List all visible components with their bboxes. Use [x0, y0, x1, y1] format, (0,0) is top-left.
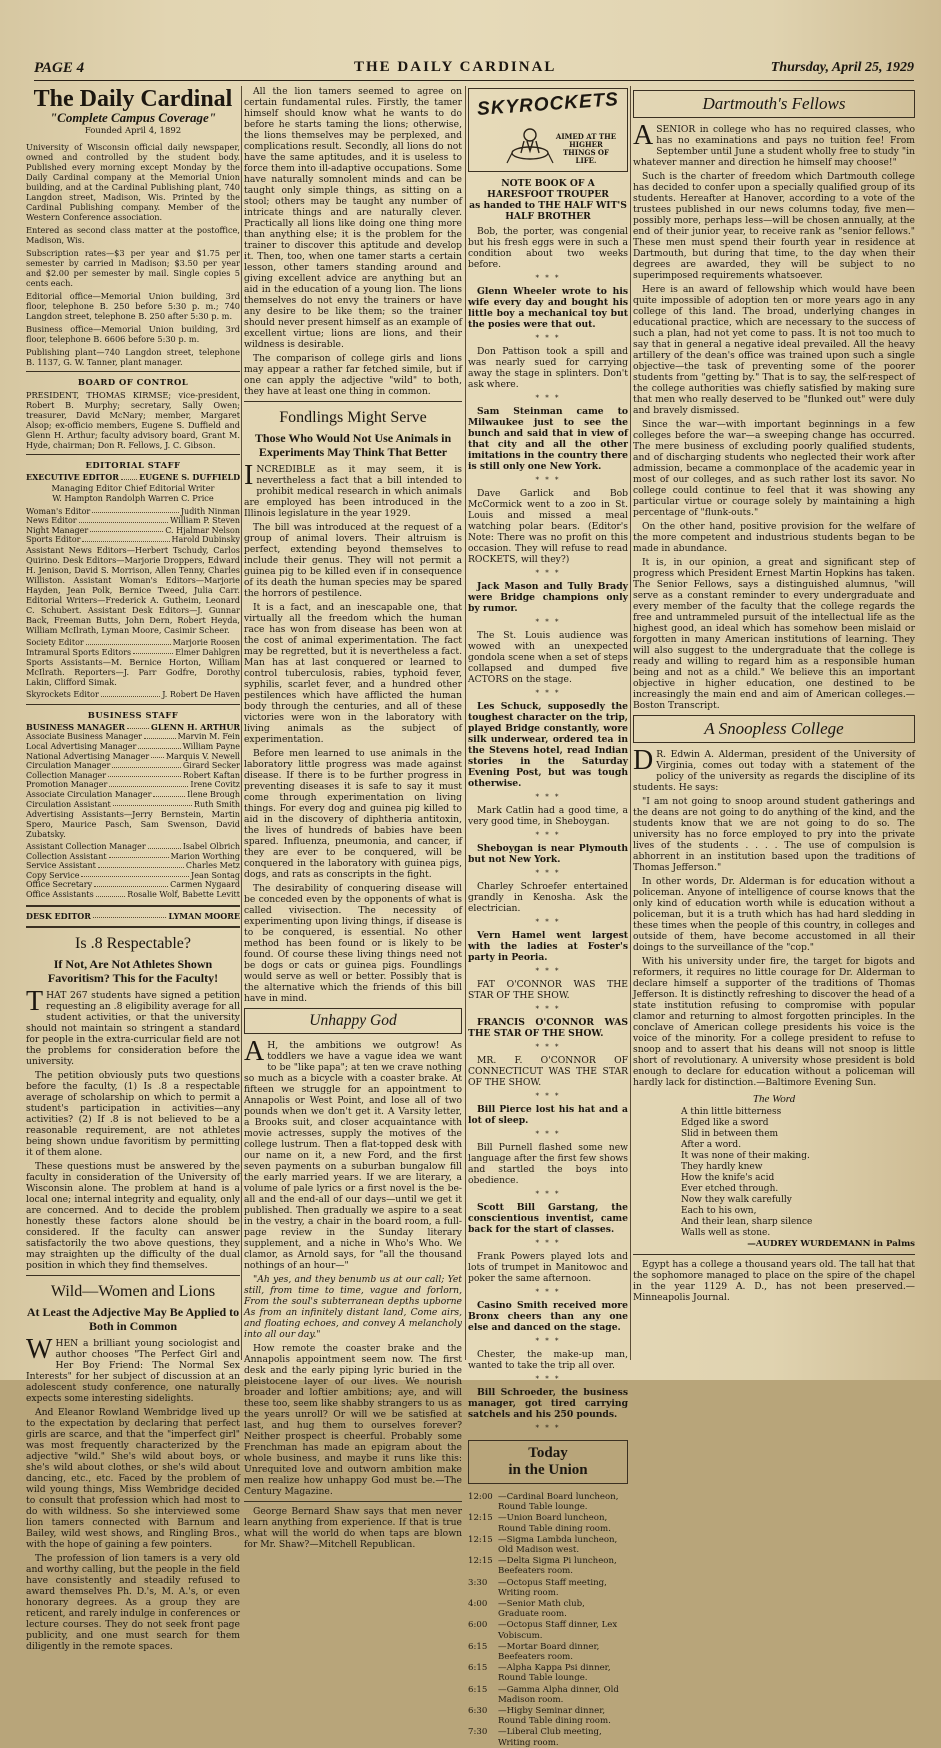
editorial-paragraph: "I am not going to snoop around student gatherings and the deans are not going to do anything of the kind, and the students know that we are not going to do so. The university has no force employed to pry into the private lives of the students . . . . The use of compulsion is abhorrent in an institution based upon the traditions of Thomas Jefferson."	[633, 796, 915, 873]
staff-row: BUSINESS MANAGER GLENN H. ARTHUR	[26, 721, 240, 732]
schedule-event: —Alpha Kappa Psi dinner, Round Table lounge.	[498, 1663, 611, 1684]
star-separator: * * *	[535, 1375, 561, 1383]
editorial-box-headline: A Snoopless College	[633, 715, 915, 743]
editorial-deck: At Least the Adjective May Be Applied to Both in Common	[26, 1305, 240, 1334]
sports-assistants: Sports Assistants—M. Bernice Horton, William McIlrath. Reporters—J. Parr Godfre, Dorothy Lakin, Clifford Simak.	[26, 657, 240, 688]
masthead-title: The Daily Cardinal	[33, 86, 233, 112]
staff-row: Night Manager C. Hjalmar Nelson	[26, 525, 240, 535]
schedule-event: —Gamma Alpha dinner, Old Madison room.	[498, 1684, 619, 1705]
staff-row: Promotion Manager Irene Covitz	[26, 780, 240, 790]
issue-date: Thursday, April 25, 1929	[770, 60, 914, 75]
divider	[26, 371, 240, 372]
editorial-paragraph: The bill was introduced at the request of a group of animal lovers. Their altruism is perfect, extending beyond themselves to include their genus. They will not permit a guinea pig to be killed even if in consequence of its death the human species may be spared the horrors of pestilence.	[244, 522, 462, 599]
poem-line: A thin little bitterness	[681, 1107, 782, 1117]
editorial-deck: Those Who Would Not Use Animals in Experiments May Think That Better	[254, 431, 452, 459]
skyrockets-item: Glenn Wheeler wrote to his wife every day and bought his little boy a mechanical toy but the posies were that out.	[468, 286, 628, 330]
editorial-paragraph: WHEN a brilliant young sociologist and author chooses "The Perfect Girl and Her Boy Friend: The Normal Sex Interests" for her subject of discussion at an adolescent study conference, one naturally expects some interesting sidelights.	[26, 1334, 240, 1405]
star-separator: * * *	[535, 831, 561, 839]
editorial-paragraph: Since the war—with important beginnings in a few colleges before the war—a sweeping change has occurred. The mere business of excluding poorly qualified students, and of discharging students who neglected their work after admission, became a commonplace of the academic year in most of our colleges, and as such rather lost its savor. No college could continue to feel that it was showing any particular virtue or courage solely by maintaining a high percentage of "flunk-outs."	[633, 419, 915, 518]
schedule-item	[468, 1620, 628, 1640]
schedule-item	[468, 1706, 628, 1726]
schedule-time: 6:15	[468, 1641, 488, 1652]
editorial-paragraph: The profession of lion tamers is a very old and worthy calling, but the people in the field have consistently and steadily refused to award themselves Ph. D.'s, M. A.'s, or even honorary degrees. As a group they are reticent, and rarely indulge in conferences or lecture courses. They do not seek front page publicity, and one must search for them diligently in the remote spaces.	[26, 1553, 240, 1653]
skyrockets-item: Frank Powers played lots and lots of trumpet in Manitowoc and poker the same afternoon.	[468, 1251, 628, 1284]
divider	[26, 704, 240, 705]
business-staff-heading: BUSINESS STAFF	[87, 709, 179, 720]
staff-row: Service Assistant Charles Metz	[26, 861, 240, 871]
skyrockets-item: Scott Bill Garstang, the conscientious inventist, came back for the start of classes.	[468, 1202, 628, 1235]
skyrockets-logo	[468, 88, 628, 172]
today-subtitle: in the Union	[508, 1462, 588, 1478]
managing-names: W. Hampton Randolph Warren C. Price	[52, 492, 214, 503]
skyrockets-item: Casino Smith received more Bronx cheers than any one else and danced on the stage.	[468, 1300, 628, 1333]
poem-line: Edged like a sword	[681, 1118, 769, 1128]
editorial-paragraph: Before men learned to use animals in the laboratory little progress was made against disease. If there is to be further progress in preventing diseases it is safe to say it must come through experimentation on living things. For every dog and guinea pig killed to aid in the discovery of diphtheria antitoxin, the lives of hundreds of babies have been spared. Influenza, pneumonia, and cancer, if they are ever to be conquered, will be conquered in the laboratory with guinea pigs, dogs, and rats as conscripts in the fight.	[244, 748, 462, 880]
poem-line: After a word.	[681, 1140, 742, 1150]
today-title: Today	[528, 1445, 568, 1461]
staff-row: Woman's Editor Judith Ninman	[26, 506, 240, 516]
skyrockets-item: Sheboygan is near Plymouth but not New York.	[468, 843, 628, 865]
poem-title: The Word	[752, 1093, 796, 1105]
advertising-assistants: Advertising Assistants—Jerry Bernstein, Martin Spero, Maurice Pasch, Sam Swenson, David Zubatsky.	[26, 809, 240, 840]
divider	[244, 1501, 462, 1502]
skyrockets-item: FAT O'CONNOR WAS THE STAR OF THE SHOW.	[468, 979, 628, 1001]
skyrockets-item: Jack Mason and Tully Brady were Bridge champions only by rumor.	[468, 581, 628, 614]
column-2	[244, 86, 462, 1550]
staff-row: Assistant Collection Manager Isabel Olbrich	[26, 842, 240, 852]
skyrockets-item: Charley Schroefer entertained grandly in Kenosha. Ask the electrician.	[468, 881, 628, 914]
poem-line: It was none of their making.	[681, 1151, 810, 1161]
schedule-event: —Cardinal Board luncheon, Round Table lounge.	[498, 1492, 619, 1513]
schedule-item	[468, 1492, 628, 1512]
star-separator: * * *	[535, 1130, 561, 1138]
editorial-paragraph: INCREDIBLE as it may seem, it is nevertheless a fact that a bill intended to prohibit medical research in which animals are employed has been introduced in the Illinois legislature in the year 1929.	[244, 460, 462, 519]
schedule-item	[468, 1556, 628, 1576]
masthead-subtitle: "Complete Campus Coverage"	[49, 110, 217, 125]
schedule-event: —Delta Sigma Pi luncheon, Beefeaters room.	[498, 1556, 617, 1577]
skyrockets-title: SKYROCKETS	[476, 89, 620, 120]
star-separator: * * *	[535, 476, 561, 484]
staff-row: Office Assistants Rosalie Wolf, Babette Levitt	[26, 890, 240, 900]
poem-line: They hardly knew	[681, 1162, 763, 1172]
skyrockets-item: The St. Louis audience was wowed with an unexpected gondola scene when a set of steps collapsed and dumped five ACTORS on the stage.	[468, 630, 628, 685]
editorial-paragraph: In other words, Dr. Alderman is for education without a policeman. Anyone of intelligence of course knows that the only kind of education worth while is education without a policeman, but it is a truth which has had hard sledding in these times when the people of this country, in colleges and outside of them, have become accustomed in all their doings to the surveillance of the "cop."	[633, 876, 915, 953]
star-separator: * * *	[535, 1190, 561, 1198]
skyrockets-item: Dave Garlick and Bob McCormick went to a zoo in St. Louis and missed a meal watching polar bears. (Editor's Note: There was no profit on this occasion. They will refuse to read ROCKETS, will they?)	[468, 488, 628, 565]
divider	[26, 1275, 240, 1276]
star-separator: * * *	[535, 1005, 561, 1013]
poem-line: Each to his own,	[681, 1206, 757, 1216]
schedule-time: 12:15	[468, 1556, 493, 1567]
staff-row: Circulation Manager Girard Secker	[26, 761, 240, 771]
staff-row: Associate Business Manager Marvin M. Fein	[26, 732, 240, 742]
staff-row: Collection Manager Robert Kaftan	[26, 770, 240, 780]
rocket-rider-illustration	[505, 123, 555, 167]
editorial-paragraph: George Bernard Shaw says that men never learn anything from experience. If that is true what will the world do when taps are blown for Mr. Shaw?—Mitchell Republican.	[244, 1506, 462, 1550]
editorial-paragraph: ASENIOR in college who has no required classes, who has no examinations and pays no tuition fee! From September until June a student wholly free to study "in whatever manner and direction he himself may choose!"	[633, 120, 915, 168]
star-separator: * * *	[535, 274, 561, 282]
editorial-staff-heading: EDITORIAL STAFF	[85, 460, 181, 470]
publishing-plant: Publishing plant—740 Langdon street, telephone B. 1137, G. W. Tanner, plant manager.	[26, 347, 240, 367]
managing-line: Managing Editor Chief Editorial Writer	[51, 482, 215, 493]
column-3	[468, 86, 628, 1748]
skyrockets-item: Mark Catlin had a good time, a very good time, in Sheboygan.	[468, 805, 628, 827]
page-header	[34, 58, 914, 81]
poem-line: And their lean, sharp silence	[681, 1217, 813, 1227]
schedule-item	[468, 1578, 628, 1598]
union-schedule	[468, 1492, 628, 1748]
schedule-event: —Sigma Lambda luncheon, Old Madison west.	[498, 1534, 618, 1556]
schedule-item	[468, 1685, 628, 1705]
skyrockets-item: Les Schuck, supposedly the toughest character on the trip, played Bridge constantly, wore silk underwear, ordered tea in the Stevens hotel, read Indian stories in the Saturday Evening Post, but was tough otherwise.	[468, 701, 628, 789]
column-rule	[630, 86, 631, 1360]
divider	[26, 905, 240, 907]
schedule-event: —Octopus Staff meeting, Writing room.	[498, 1577, 607, 1598]
editorial-office: Editorial office—Memorial Union building, 3rd floor, telephone B. 250 before 5:30 p. m.; 740 Langdon street, telephone B. 250 after 5:30 p. m.	[26, 291, 240, 321]
board-heading: BOARD OF CONTROL	[77, 377, 189, 387]
quoted-verse: "Ah yes, and they benumb us at our call; Yet still, from time to time, vague and forlorn, From the soul's subterranean depths upborne As from an infinitely distant land, Come airs, and floating echoes, and convey A melancholy into all our day."	[244, 1274, 462, 1340]
editorial-box-headline: Dartmouth's Fellows	[633, 90, 915, 118]
editorial-paragraph: And Eleanor Rowland Wembridge lived up to the expectation by declaring that perfect girls are scarce, and that the "imperfect girl" was most frequently characterized by the adjective "wild." She's wild about boys, or she's wild about clothes, or she's wild about dancing, etc., etc. Faced by the problem of wild young things, Miss Wembridge decided to consult that profession which had most to do with wildness. So she interviewed some lion tamers connected with Barnum and Bailey, wild west shows, and Ringling Bros., with the hope of gaining a few pointers.	[26, 1407, 240, 1551]
schedule-time: 6:15	[468, 1663, 488, 1674]
editorial-paragraph: Here is an award of fellowship which would have been quite impossible of adoption ten or more years ago in any college of this land. The broad, underlying changes in educational practice, which are necessary to the success of such a plan, had not yet come to pass. It is not too much to say that in general a negative ideal prevailed. All the heavy artillery of the dean's office was trained upon such a single objective—the task of preventing some of the poorer students from "getting by." That is to say, the self-respect of the college authorities was chiefly satisfied by making sure that men who really deserved to be "flunked out" were duly and bravely dismissed.	[633, 284, 915, 416]
staff-row: Local Advertising Manager William Payne	[26, 741, 240, 751]
editorial-headline: Fondlings Might Serve	[279, 409, 427, 426]
schedule-item	[468, 1663, 628, 1683]
skyrockets-item: Chester, the make-up man, wanted to take the trip all over.	[468, 1349, 628, 1371]
staff-row: Intramural Sports Editors Elmer Dahlgren	[26, 647, 240, 657]
editorial-headline: Wild—Women and Lions	[50, 1283, 216, 1301]
poem-author: —AUDREY WURDEMANN in Palms	[747, 1239, 915, 1249]
poem-line: How the knife's acid	[681, 1173, 775, 1183]
skyrockets-item: Bill Pierce lost his hat and a lot of sleep.	[468, 1104, 628, 1126]
star-separator: * * *	[535, 1337, 561, 1345]
staff-row: Society Editor Marjorie Roosen	[26, 637, 240, 647]
skyrockets-item: Bob, the porter, was congenial but his fresh eggs were in such a condition about two weeks before.	[468, 226, 628, 270]
schedule-time: 6:15	[468, 1684, 488, 1695]
schedule-item	[468, 1513, 628, 1533]
editorial-paragraph: A H, the ambitions we outgrow! As toddlers we have a vague idea we want to be "like papa"; at ten we crave nothing so much as a bicycle with a coaster brake. At fifteen we struggle for an appointment to Annapolis or West Point, and lose all of two pounds when we don't get it. A Varsity letter, a Brooks suit, and closer acquaintance with movie actresses, supply the motives of the college lustrum. Then a flat-topped desk with our name on it, a new Ford, and the first seven payments on a suburban bungalow fill the early married years. If we are literary, a volume of pale lyrics or a first novel is the be-all and the end-all of our days—until we get it published. Then gradually we aspire to a seat in the vestry, a chair in the board room, a full-page review in the Sunday literary supplement, and a niche in Who's Who. We clamor, as Arnold says, for "all the thousand nothings of an hour—"	[244, 1036, 462, 1271]
star-separator: * * *	[535, 569, 561, 577]
business-office: Business office—Memorial Union building, 3rd floor, telephone B. 6606 before 5:30 p. m.	[26, 324, 240, 344]
staff-row: Collection Assistant Marion Worthing	[26, 851, 240, 861]
schedule-time: 6:30	[468, 1706, 488, 1717]
skyrockets-item: Vern Hamel went largest with the ladies at Foster's party in Peoria.	[468, 930, 628, 963]
staff-row: Skyrockets Editor J. Robert De Haven	[26, 690, 240, 700]
column-1	[26, 86, 240, 1653]
editorial-paragraph: With his university under fire, the target for bigots and reformers, it requires no little courage for Dr. Alderman to declare himself a supporter of the traditions of Thomas Jefferson. It is distinctly refreshing to discover the head of a state institution refusing to compromise with popular clamor and returning to almost forgotten principles. In the conclave of American college presidents his voice is the voice of the minority. For a college president to refuse to snoop and to assert that his deans will not snoop is little short of revolutionary. A university whose president is bold enough to declare for education without a policeman will hardly lack for distinction.—Baltimore Evening Sun.	[633, 956, 915, 1088]
schedule-event: —Higby Seminar dinner, Round Table dining room.	[498, 1706, 611, 1727]
page-number: PAGE 4	[34, 60, 85, 76]
skyrockets-items	[468, 226, 628, 1434]
skyrockets-item: Bill Schroeder, the business manager, got tired carrying satchels and his 250 pounds.	[468, 1387, 628, 1420]
column-rule	[241, 86, 242, 1360]
schedule-time: 4:00	[468, 1599, 488, 1610]
divider	[633, 1254, 915, 1255]
editorial-deck: If Not, Are Not Athletes Shown Favoritism? This for the Faculty!	[47, 957, 219, 986]
editorial-paragraph: These questions must be answered by the faculty in consideration of the University of Wisconsin alone. The problem at hand is a local one; internal integrity and equality, only are concerned. And to decide the problem honestly these factors alone should be considered. If the faculty can answer satisfactorily the two above questions, they may straighten up the difficulty of the dual position in which they find themselves.	[26, 1161, 240, 1272]
drop-cap: A	[244, 1036, 265, 1067]
editorial-paragraph: D R. Edwin A. Alderman, president of the University of Virginia, comes out today with a statement of the policy of the university as regards the discipline of its students. He says:	[633, 745, 915, 793]
paper-name: THE DAILY CARDINAL	[354, 59, 557, 75]
schedule-item	[468, 1642, 628, 1662]
star-separator: * * *	[535, 918, 561, 926]
subscription-rates: Subscription rates—$3 per year and $1.75 per semester by carried in Madison; $3.50 per year and $2.00 per semester by mail. Single copies 5 cents each.	[26, 248, 240, 288]
schedule-event: —Union Board luncheon, Round Table dining room.	[498, 1513, 611, 1534]
editorial-paragraph: On the other hand, positive provision for the welfare of the more competent and industrious students began to be made in abundance.	[633, 521, 915, 554]
today-in-union-box	[468, 1440, 628, 1484]
schedule-time: 6:00	[468, 1620, 488, 1631]
staff-row: Circulation Assistant Ruth Smith	[26, 799, 240, 809]
founded-line: Founded April 4, 1892	[84, 126, 182, 136]
star-separator: * * *	[535, 618, 561, 626]
poem-line: Slid in between them	[681, 1129, 779, 1139]
skyrockets-tagline: AIMED AT THE HIGHER THINGS OF LIFE.	[555, 132, 617, 165]
star-separator: * * *	[535, 967, 561, 975]
schedule-event: —Octopus Staff dinner, Lex Vobiscum.	[498, 1620, 618, 1641]
schedule-item	[468, 1599, 628, 1619]
entered-line: Entered as second class matter at the postoffice, Madison, Wis.	[26, 225, 240, 245]
editorial-paragraph: The desirability of conquering disease will be conceded even by the opponents of what is called vivisection. The necessity of experimenting upon living things, if disease is to be conquered, is essential. No other method has been found or is likely to be found. Of course these living things need not be dogs or cats or guinea pigs. Foundlings would serve as well or better. Possibly that is the alternative which the friends of this bill have in mind.	[244, 883, 462, 1004]
drop-cap: A	[633, 120, 654, 151]
divider	[26, 454, 240, 455]
star-separator: * * *	[535, 1043, 561, 1051]
editorial-paragraph: Egypt has a college a thousand years old. The tall hat that the sophomore managed to place on the spire of the chapel in the year 1129 A. D., has not been preserved.—Minneapolis Journal.	[633, 1259, 915, 1303]
star-separator: * * *	[535, 689, 561, 697]
star-separator: * * *	[535, 1092, 561, 1100]
skyrockets-item: FRANCIS O'CONNOR WAS THE STAR OF THE SHOW.	[468, 1017, 628, 1039]
editorial-paragraph: It is, in our opinion, a great and significant step of progress which President Ernest Martin Hopkins has taken. The Senior Fellows, says a distinguished alumnus, "will serve as a constant reminder to every undergraduate and every member of the faculty that the college regards the free and untrammeled pursuit of the intellectual life as the highest good, an ideal which has somehow been mislaid or forgotten in many American institutions of learning. They will also suggest to the undergraduate that the college is ready and willing to regard him as a responsible human being and not as a child." We believe this an important objective in higher education, one destined to be increasingly the main end and aim of American colleges.—Boston Transcript.	[633, 557, 915, 711]
staff-row: EXECUTIVE EDITOR EUGENE S. DUFFIELD	[26, 472, 240, 482]
skyrockets-item: Don Pattison took a spill and was nearly sued for carrying away the stage in splinters. Don't ask where.	[468, 346, 628, 390]
editorial-headline: Is .8 Respectable?	[75, 935, 191, 953]
drop-cap: W	[26, 1334, 53, 1366]
masthead-blurb: University of Wisconsin official daily newspaper, owned and controlled by the student body. Published every morning except Monday by the Daily Cardinal company at the Memorial Union building, and at the Cardinal Publishing plant, 740 Langdon street, Madison, Wis. Printed by the Cardinal Publishing company. Member of the Western Conference association.	[26, 142, 240, 222]
divider	[26, 926, 240, 928]
poem-body	[633, 1107, 915, 1239]
star-separator: * * *	[535, 394, 561, 402]
editorial-paragraph: The petition obviously puts two questions before the faculty, (1) Is .8 a respectable average of scholarship on which to permit a student's participation in activities—any activities? (2) If .8 is not believed to be a reasonable requirement, are not athletes being shown undue favoritism by permitting it of them alone.	[26, 1070, 240, 1159]
star-separator: * * *	[535, 793, 561, 801]
schedule-event: —Senior Math club, Graduate room.	[498, 1599, 585, 1620]
schedule-item	[468, 1727, 628, 1747]
star-separator: * * *	[535, 1424, 561, 1432]
skyrockets-item: MR. F. O'CONNOR OF CONNECTICUT WAS THE STAR OF THE SHOW.	[468, 1055, 628, 1088]
editorial-paragraph: THAT 267 students have signed a petition requesting an .8 eligibility average for all student activities, or that the university should not maintain so stringent a standard for people in the extra-curricular field are not the problems for consideration before the university.	[26, 986, 240, 1068]
editorial-paragraph: All the lion tamers seemed to agree on certain fundamental rules. Firstly, the tamer himself should know what he wants to do before he starts taming the lions; otherwise, the lions themselves may be perplexed, and complications result. Secondly, all lions do not have the same aptitudes, and it is useless to force them into ill-adaptive occupations. Some have naturally somnolent minds and can be taught only simple things, as sitting on a stool; others may be taught any number of intricate things and are naturally clever. Practically all lions like doing one thing more than anything else; it is the problem for the trainer to discover this aptitude and develop it. Then, too, when one tamer starts a certain lesson, other tamers standing around and giving excellent advice are anything but an aid in the education of a young lion. The lions themselves do not envy the trainers or have any desire to be like them; so the trainer should never present himself as an example of excellent virtue; lions are lions, and their wildness is desirable.	[244, 86, 462, 350]
column-rule	[465, 86, 466, 1360]
star-separator: * * *	[535, 334, 561, 342]
staff-row: Sports Editor Harold Dubinsky	[26, 535, 240, 545]
schedule-event: —Liberal Club meeting, Writing room.	[498, 1727, 602, 1748]
star-separator: * * *	[535, 1239, 561, 1247]
board-text: PRESIDENT, THOMAS KIRMSE; vice-president, Robert B. Murphy; secretary, Sally Owen; treasurer, David McNary; member, Margaret Alsop; ex-officio members, Eugene S. Duffield and Glenn H. Arthur; faculty advisory board, Grant M. Hyde, chairman; Don R. Fellows, J. C. Gibson.	[26, 390, 240, 450]
schedule-event: —Mortar Board dinner, Beefeaters room.	[498, 1641, 600, 1663]
schedule-time: 12:15	[468, 1513, 493, 1524]
schedule-time: 7:30	[468, 1727, 488, 1738]
editorial-paragraph: How remote the coaster brake and the Annapolis appointment seem now. The first desk and the early piping lyric buried in the pleistocene layer of our lives. We nourish broader and loftier ambitions; aye, and will these too, seem like shabby strangers to us as the years unroll? Or will we be satisfied at last, and hug them to ourselves forever? Neither prospect is cheerful. Probably some Frenchman has made an epigram about the whole business, and maybe it runs like this: Unrequited love and outworn ambition make men realize how unhappy God must be.—The Century Magazine.	[244, 1343, 462, 1497]
drop-cap: T	[26, 986, 44, 1018]
poem-line: Now they walk carefully	[681, 1195, 792, 1205]
editorial-paragraph: It is a fact, and an inescapable one, that virtually all the freedom which the human race has won from disease has been won at the cost of animal experimentation. The fact may be regretted, but it is nevertheless a fact. Man has at last conquered or learned to control tuberculosis, rabies, typhoid fever, syphilis, scarlet fever, and a hundred other pestilences which have afflicted the human body through the centuries, and all of these victories were won in the laboratory with living animals as the subject of experimentation.	[244, 602, 462, 745]
skyrockets-item: Sam Steinman came to Milwaukee just to see the bunch and said that in view of that city and all the other imitations in the country there is still only one New York.	[468, 406, 628, 472]
editorial-paragraph: Such is the charter of freedom which Dartmouth college has decided to confer upon a specially qualified group of its students. Hereafter at Hanover, according to a vote of the trustees published in our news columns today, five men—possibly more, perhaps less—will be chosen annually, at the end of their junior year, to receive rank as "senior fellows." These men must spend their fourth year in residence at Dartmouth, but during that time, to the day when their degrees are awarded, they will be subject to no superimposed requirements whatsoever.	[633, 171, 915, 281]
skyrockets-item: Bill Purnell flashed some new language after the first few shows and startled the boys into obedience.	[468, 1142, 628, 1186]
desk-editors: Assistant News Editors—Herbert Tschudy, Carlos Quirino. Desk Editors—Marjorie Droppers, Edward H. Jenison, David S. Morrison, Allen Tenny, Charles Williston. Assistant Woman's Editors—Marjorie Hayden, Jean Polk, Bernice Tweed, Julia Carr. Editorial Writers—Frederick A. Gutheim, Leonard C. Schubert. Assistant Desk Editors—J. Gunnar Back, Freeman Butts, John Dern, Robert Heyda, William McIlrath, Lyman Moore, Casimir Scheer.	[26, 544, 240, 635]
schedule-time: 12:15	[468, 1534, 493, 1545]
star-separator: * * *	[535, 1288, 561, 1296]
divider	[244, 401, 462, 402]
schedule-item	[468, 1535, 628, 1555]
drop-cap: I	[244, 460, 254, 491]
column-4	[633, 86, 915, 1366]
staff-row: National Advertising Manager Marquis V. Newell	[26, 751, 240, 761]
editorial-paragraph: The comparison of college girls and lions may appear a rather far fetched simile, but if one can apply the adjective "wild" to both, they have at least one thing in common.	[244, 353, 462, 397]
editorial-box-headline: Unhappy God	[244, 1008, 462, 1034]
staff-row: Office Secretary Carmen Nygaard	[26, 880, 240, 890]
drop-cap: D	[633, 745, 654, 776]
column-subhead: as handed to THE HALF WIT'S HALF BROTHER	[469, 200, 627, 222]
desk-editor-row: DESK EDITOR LYMAN MOORE	[26, 910, 240, 921]
column-headline: NOTE BOOK OF A HARESFOOT TROUPER	[487, 178, 609, 200]
schedule-time: 12:00	[468, 1492, 493, 1502]
schedule-time: 3:30	[468, 1577, 488, 1588]
star-separator: * * *	[535, 869, 561, 877]
staff-row: Associate Circulation Manager Ilene Brough	[26, 789, 240, 799]
staff-row: News Editor William P. Steven	[26, 516, 240, 526]
poem-line: Walls well as stone.	[681, 1228, 771, 1238]
staff-row: Copy Service Jean Sontag	[26, 870, 240, 880]
poem-line: Ever etched through.	[681, 1184, 779, 1194]
